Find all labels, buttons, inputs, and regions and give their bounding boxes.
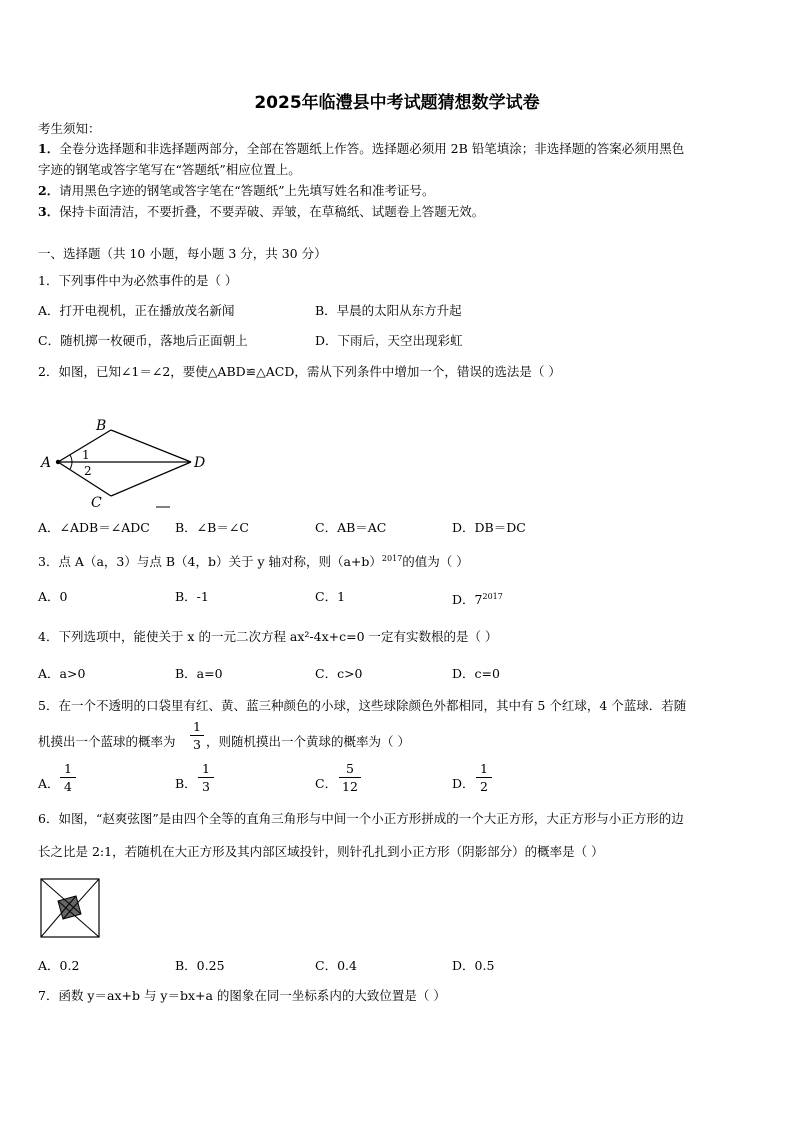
q5-option-c-label: C． [315,776,338,791]
q3-stem [38,551,469,570]
q6-option-b: B．0.25 [175,958,225,973]
q4-option-b: B．a=0 [175,666,223,681]
q5-option-d-fraction [476,761,492,794]
notice-item-2-num: 2． [38,183,60,198]
q5-option-c-fraction [339,761,361,794]
fraction-bar [190,735,204,736]
section-heading: 一、选择题（共 10 小题，每小题 3 分，共 30 分） [38,246,327,261]
q5-line-2-start: 机摸出一个蓝球的概率为 [38,734,176,749]
fraction-bar [60,777,76,778]
notice-item-3 [38,204,484,220]
q1-option-b: B．早晨的太阳从东方升起 [315,303,462,318]
q2-angle-2-label: 2 [84,464,92,478]
q5-line-1: 5．在一个不透明的口袋里有红、黄、蓝三种颜色的小球，这些球除颜色外都相同，其中有 5 个红球，4 个蓝球．若随 [38,698,687,713]
q3-option-d-base: D．7 [452,592,483,608]
q5-fraction-num: 1 [193,719,201,734]
q6-line-2: 长之比是 2:1，若随机在大正方形及其内部区域投针，则针孔扎到小正方形（阴影部分）的概率是（ ） [38,844,604,859]
q1-option-a: A．打开电视机，正在播放茂名新闻 [38,303,235,318]
notice-item-3-num: 3． [38,204,60,219]
q5-option-a-label: A． [38,776,60,791]
q5-fraction [190,719,204,752]
q3-option-d-exponent: 2017 [482,592,503,601]
q5-option-d-num: 1 [480,761,488,776]
q5-fraction-den: 3 [193,737,201,752]
q4-option-c: C．c>0 [315,666,363,681]
exam-title: 2025年临澧县中考试题猜想数学试卷 [254,93,540,113]
q3-stem-text: 3．点 A（a，3）与点 B（4，b）关于 y 轴对称，则（a+b） [38,554,382,570]
q2-option-d: D．DB＝DC [452,520,526,535]
q5-option-c-num: 5 [346,761,354,776]
q2-angle-1-label: 1 [82,448,90,462]
q4-option-d: D．c=0 [452,666,500,681]
q5-option-c-den: 12 [342,779,358,794]
q2-label-d: D [194,455,206,471]
q5-option-b-num: 1 [202,761,210,776]
notice-item-1-cont: 字迹的钢笔或答字笔写在“答题纸”相应位置上。 [38,162,301,177]
q5-option-a-fraction [60,761,76,794]
q5-option-b-den: 3 [202,779,210,794]
q3-option-c: C．1 [315,589,346,604]
q2-option-b: B．∠B＝∠C [175,520,249,535]
q3-stem-end: 的值为（ ） [402,554,469,570]
notice-item-2 [38,183,435,199]
q2-stem: 2．如图，已知∠1＝∠2，要使△ABD≌△ACD，需从下列条件中增加一个，错误的选法是（ ） [38,364,561,379]
q3-exponent: 2017 [381,554,403,563]
q6-option-c: C．0.4 [315,958,357,973]
q5-option-b-fraction [198,761,214,794]
q2-kite-figure [36,412,216,512]
fraction-bar [476,777,492,778]
q4-option-a: A．a>0 [38,666,86,681]
q5-option-b-label: B． [175,776,197,791]
notice-item-3-text: 保持卡面清洁，不要折叠，不要弄破、弄皱，在草稿纸、试题卷上答题无效。 [59,204,485,219]
q5-option-d-label: D． [452,776,475,791]
q3-option-b: B．-1 [175,589,209,604]
q3-option-d [452,589,503,608]
q2-label-b: B [96,418,107,434]
q6-line-1: 6．如图，“赵爽弦图”是由四个全等的直角三角形与中间一个小正方形拼成的一个大正方形，大正方形与小正方形的边 [38,811,684,826]
q1-option-d: D．下雨后，天空出现彩虹 [315,333,463,348]
q6-option-d: D．0.5 [452,958,495,973]
q1-stem: 1．下列事件中为必然事件的是（ ） [38,273,238,288]
q2-option-a: A．∠ADB＝∠ADC [38,520,150,535]
q2-option-c: C．AB＝AC [315,520,387,535]
q5-option-a-den: 4 [64,779,72,794]
fraction-bar [198,777,214,778]
q5-line-2-end: ，则随机摸出一个黄球的概率为（ ） [206,734,410,749]
fraction-bar [339,777,361,778]
q7-stem: 7．函数 y＝ax+b 与 y＝bx+a 的图象在同一坐标系内的大致位置是（ ） [38,988,446,1003]
q5-option-d-den: 2 [480,779,488,794]
q2-label-c: C [91,495,102,511]
q2-label-a: A [41,455,52,471]
q5-option-a-num: 1 [64,761,72,776]
q4-stem: 4．下列选项中，能使关于 x 的一元二次方程 ax²-4x+c=0 一定有实数根的是（ ） [38,629,498,644]
q3-option-a: A．0 [38,589,68,604]
q1-option-c: C．随机掷一枚硬币，落地后正面朝上 [38,333,248,348]
notice-heading: 考生须知： [38,121,101,136]
notice-item-1-num: 1． [38,141,60,156]
q6-zhao-shuang-figure [40,878,102,940]
notice-item-2-text: 请用黑色字迹的钢笔或答字笔在“答题纸”上先填写姓名和准考证号。 [59,183,435,198]
q6-option-a: A．0.2 [38,958,80,973]
notice-item-1-text: 全卷分选择题和非选择题两部分，全部在答题纸上作答。选择题必须用 2B 铅笔填涂；非选择题的答案必须用黑色 [59,141,685,156]
notice-item-1 [38,141,684,157]
